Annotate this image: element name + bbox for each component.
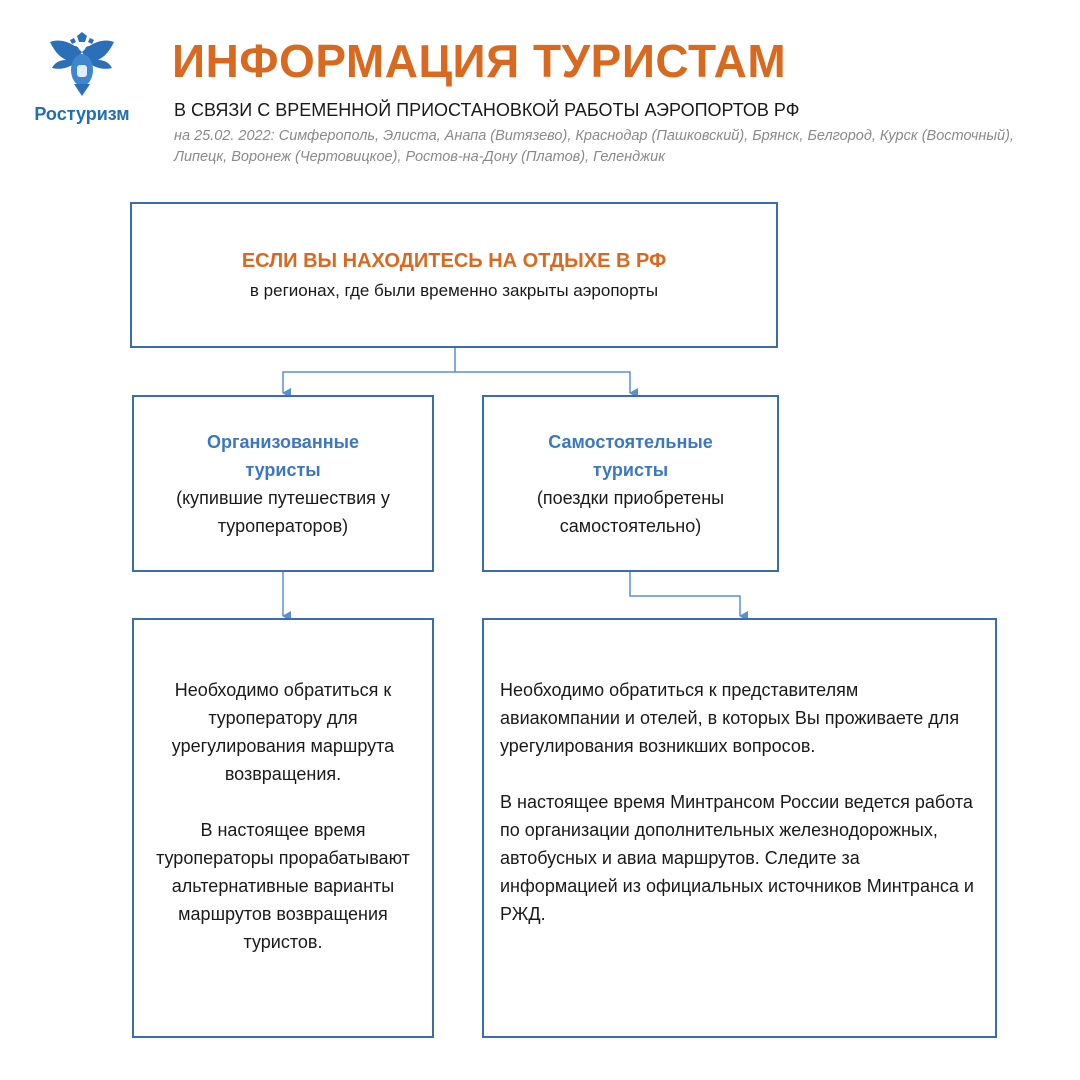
independent-desc-2: самостоятельно)	[559, 515, 702, 536]
independent-instruction-1: Необходимо обратиться к представителям авиакомпании и отелей, в которых Вы проживаете для урегулирования возникших вопросов.	[500, 680, 960, 756]
organized-heading-1: Организованные	[207, 431, 359, 452]
page-title: ИНФОРМАЦИЯ ТУРИСТАМ	[172, 35, 787, 87]
page-subtitle: В СВЯЗИ С ВРЕМЕННОЙ ПРИОСТАНОВКОЙ РАБОТЫ АЭРОПОРТОВ РФ	[174, 100, 800, 120]
organized-instruction-1: Необходимо обратиться к туроператору для урегулирования маршрута возвращения.	[171, 680, 395, 784]
airports-note: на 25.02. 2022: Симферополь, Элиста, Анапа (Витязево), Краснодар (Пашковский), Брянск, Белгород, Курск (Восточный), Липецк, Воронеж (Чертовицкое), Ростов-на-Дону (Платов), Геленджик	[174, 128, 1014, 165]
independent-tourists-box	[482, 395, 779, 572]
independent-desc-1: (поездки приобретены	[536, 487, 725, 508]
organized-instructions-box	[132, 618, 434, 1038]
organized-desc-1: (купившие путешествия у	[176, 487, 390, 508]
organized-tourists-box	[132, 395, 434, 572]
top-box-heading: ЕСЛИ ВЫ НАХОДИТЕСЬ НА ОТДЫХЕ В РФ	[241, 249, 667, 272]
connector-right-down	[630, 572, 740, 616]
logo-text: Ростуризм	[34, 104, 130, 124]
organized-heading-2: туристы	[245, 459, 321, 480]
independent-instruction-2: В настоящее время Минтрансом России ведется работа по организации дополнительных железнодорожных, автобусных и авиа маршрутов. Следите за информацией из официальных источников Минтранса и РЖД.	[500, 792, 974, 924]
independent-instructions-box	[482, 618, 997, 1038]
independent-heading-2: туристы	[592, 459, 669, 480]
independent-heading-1: Самостоятельные	[548, 431, 713, 452]
top-box-subtitle: в регионах, где были временно закрыты аэропорты	[249, 280, 659, 300]
organized-instruction-2: В настоящее время туроператоры прорабатывают альтернативные варианты маршрутов возвращения туристов.	[156, 820, 410, 952]
connector-top-split	[283, 348, 630, 393]
organized-desc-2: туроператоров)	[217, 515, 349, 536]
